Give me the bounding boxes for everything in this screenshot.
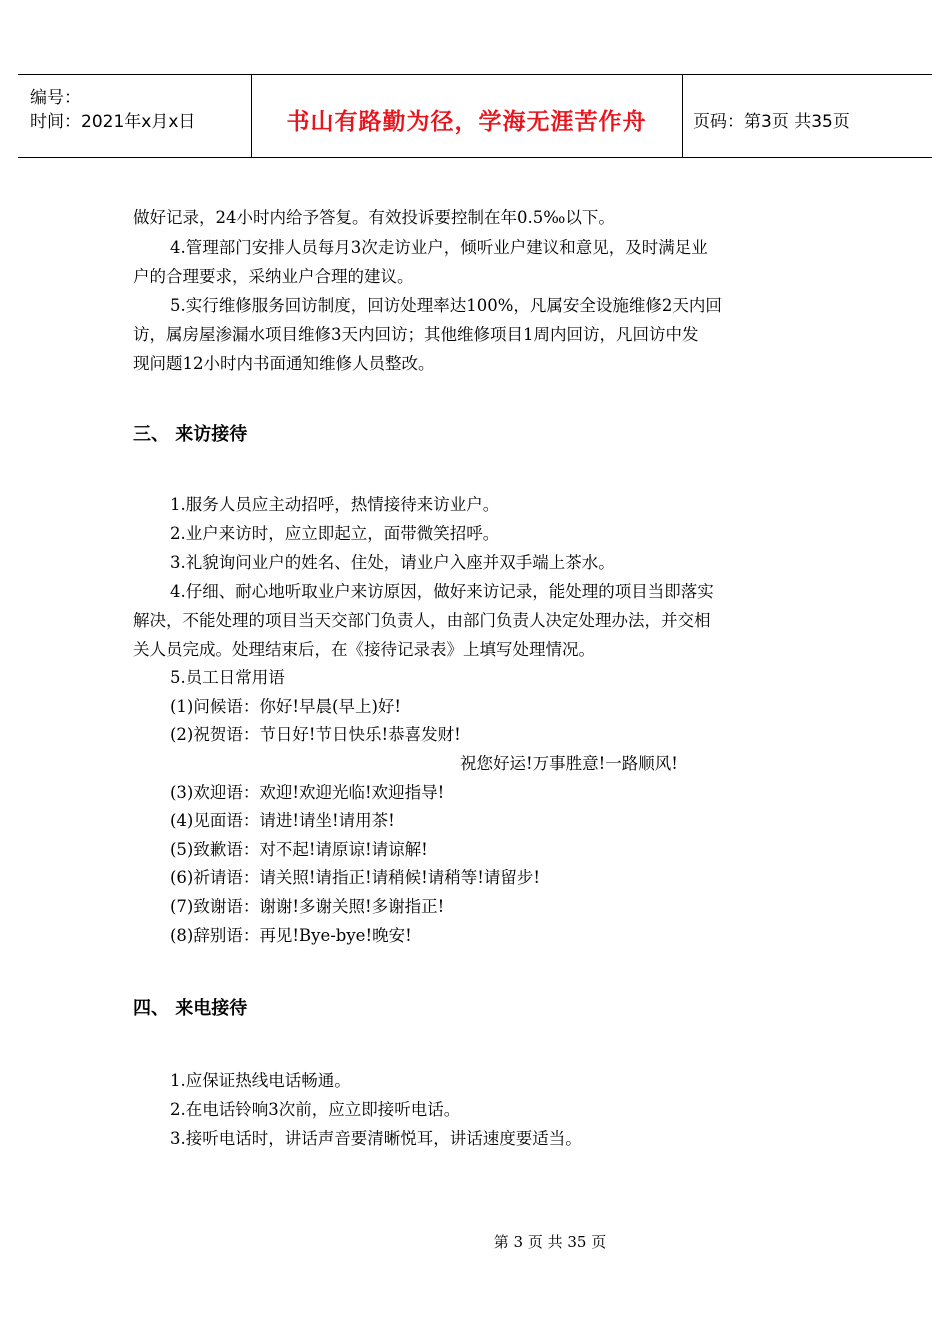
section-title: 三、 来访接待 — [133, 424, 248, 445]
body-line: 现问题12小时内书面通知维修人员整改。 — [133, 354, 435, 373]
greeting-item: (6)祈请语：请关照!请指正!请稍候!请稍等!请留步! — [170, 868, 541, 887]
body-line: 访，属房屋渗漏水项目维修3天内回访；其他维修项目1周内回访，凡回访中发 — [133, 325, 699, 344]
section4-line: 1.应保证热线电话畅通。 — [170, 1071, 351, 1090]
greeting-item: 祝您好运!万事胜意!一路顺风! — [460, 754, 678, 773]
header-left-cell — [18, 75, 252, 157]
header-right-cell — [683, 75, 932, 157]
header-page-number: 页码：第3页 共35页 — [693, 112, 850, 132]
section3-line: 5.员工日常用语 — [170, 668, 285, 687]
greeting-item: (4)见面语：请进!请坐!请用茶! — [170, 811, 395, 830]
body-line: 5.实行维修服务回访制度，回访处理率达100%，凡属安全设施维修2天内回 — [170, 296, 722, 315]
body-line: 做好记录，24小时内给予答复。有效投诉要控制在年0.5‰以下。 — [133, 208, 615, 227]
body-line: 4.管理部门安排人员每月3次走访业户，倾听业户建议和意见，及时满足业 — [170, 238, 708, 257]
greeting-item: (8)辞别语：再见!Bye-bye!晚安! — [170, 926, 412, 945]
greeting-item: (7)致谢语：谢谢!多谢关照!多谢指正! — [170, 897, 445, 916]
section4-line: 2.在电话铃响3次前，应立即接听电话。 — [170, 1100, 461, 1119]
body-line: 户的合理要求，采纳业户合理的建议。 — [133, 267, 414, 286]
section3-line: 3.礼貌询问业户的姓名、住处，请业户入座并双手端上茶水。 — [170, 553, 615, 572]
greeting-item: (1)问候语：你好!早晨(早上)好! — [170, 697, 402, 716]
greeting-item: (2)祝贺语：节日好!节日快乐!恭喜发财! — [170, 725, 461, 744]
greeting-item: (3)欢迎语：欢迎!欢迎光临!欢迎指导! — [170, 783, 445, 802]
section3-line: 2.业户来访时，应立即起立，面带微笑招呼。 — [170, 524, 500, 543]
section3-line: 关人员完成。处理结束后，在《接待记录表》上填写处理情况。 — [133, 640, 595, 659]
section3-line: 1.服务人员应主动招呼，热情接待来访业户。 — [170, 495, 500, 514]
header-middle-cell — [251, 75, 683, 157]
page-header — [18, 74, 932, 158]
section4-line: 3.接听电话时，讲话声音要清晰悦耳，讲话速度要适当。 — [170, 1129, 582, 1148]
header-motto: 书山有路勤为径，学海无涯苦作舟 — [286, 109, 647, 135]
time-label: 时间：2021年x月x日 — [30, 112, 196, 132]
section-title: 四、 来电接待 — [133, 998, 248, 1019]
greeting-item: (5)致歉语：对不起!请原谅!请谅解! — [170, 840, 428, 859]
section3-line: 4.仔细、耐心地听取业户来访原因，做好来访记录，能处理的项目当即落实 — [170, 582, 714, 601]
section3-line: 解决，不能处理的项目当天交部门负责人，由部门负责人决定处理办法，并交相 — [133, 611, 711, 630]
serial-number-label: 编号： — [30, 88, 81, 108]
page-footer: 第 3 页 共 35 页 — [493, 1233, 607, 1251]
